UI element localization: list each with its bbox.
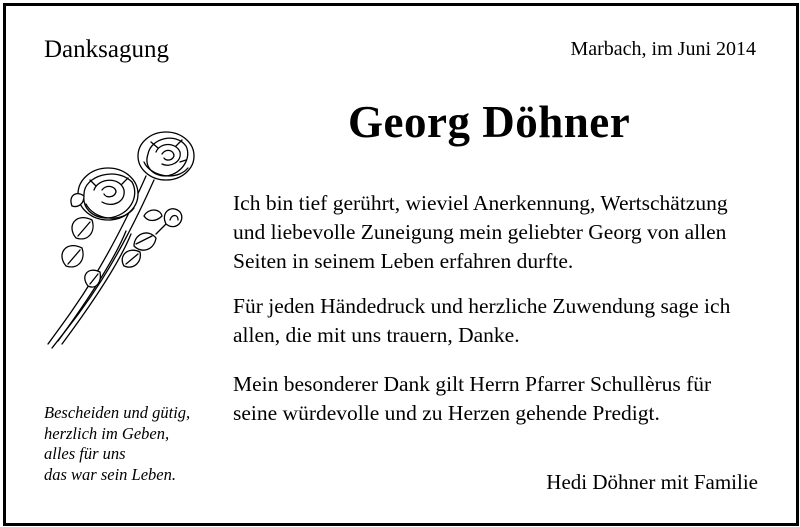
thanks-paragraph-2: Für jeden Händedruck und herzliche Zuwendung sage ich allen, die mit uns trauern, Danke. [233,294,731,347]
place-and-date: Marbach, im Juni 2014 [570,38,756,60]
memorial-verse: Bescheiden und gütig, herzlich im Geben, alles für uns das war sein Leben. [44,403,191,484]
lower-rose-icon [78,168,138,220]
signature: Hedi Döhner mit Familie [546,470,758,494]
upper-rose-icon [138,132,194,180]
obituary-notice [3,3,799,526]
deceased-name: Georg Döhner [348,97,631,147]
rose-illustration [36,116,206,356]
notice-heading: Danksagung [44,36,169,63]
thanks-paragraph-1: Ich bin tief gerührt, wieviel Anerkennung, Wertschätzung und liebevolle Zuneigung mein geliebter Georg von allen Seiten in seinem Leben erfahren durfte. [233,191,728,273]
thanks-paragraph-3: Mein besonderer Dank gilt Herrn Pfarrer Schullèrus für seine würdevolle und zu Herzen gehende Predigt. [233,372,712,425]
